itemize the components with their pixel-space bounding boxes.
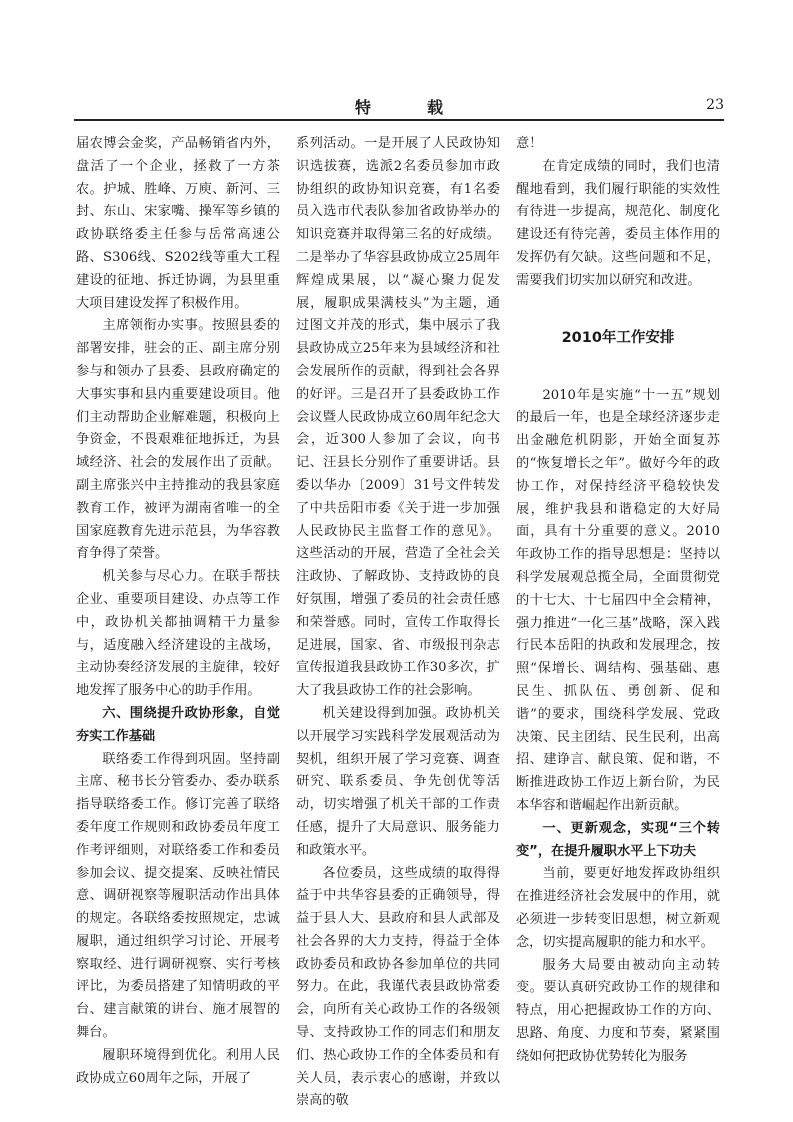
paragraph: 主席领衔办实事。按照县委的部署安排，驻会的正、副主席分别参与和领办了县委、县政府确定的大事实事和县内重要建设项目。他们主动帮助企业解难题，积极向上争资金，不畏艰难征地拆迁，为县域经济、社会的发展作出了贡献。副主席张兴中主持推动的我县家庭教育工作，被评为湖南省唯一的全国家庭教育先进示范县，为华容教育争得了荣誉。 bbox=[76, 318, 280, 562]
paragraph: 联络委工作得到巩固。坚持副主席、秘书长分管委办、委办联系指导联络委工作。修订完善了联络委年度工作规则和政协委员年度工作考评细则，对联络委工作和委员参加会议、提交提案、反映社情民意、调研视察等履职活动作出具体的规定。各联络委按照规定，忠诚履职，通过组织学习讨论、开展考察取经、进行调研视察、实行考核评比，为委员搭建了知情明政的平台、建言献策的讲台、施才展智的舞台。 bbox=[76, 751, 280, 1041]
page-number: 23 bbox=[706, 97, 724, 113]
paragraph: 在肯定成绩的同时，我们也清醒地看到，我们履行职能的实效性有待进一步提高，规范化、制度化建设还有待完善，委员主体作用的发挥仍有欠缺。这些问题和不足，需要我们切实加以研究和改进。 bbox=[516, 158, 720, 288]
text-column-1 bbox=[76, 133, 280, 1090]
paragraph: 意！ bbox=[516, 136, 543, 151]
paragraph: 履职环境得到优化。利用人民政协成立60周年之际，开展了 bbox=[76, 1047, 280, 1086]
paragraph: 当前，要更好地发挥政协组织在推进经济社会发展中的作用，就必须进一步转变旧思想，树立新观念，切实提高履职的能力和水平。 bbox=[516, 866, 720, 950]
paragraph: 届农博会金奖，产品畅销省内外，盘活了一个企业，拯救了一方茶农。护城、胜峰、万庾、新河、三封、东山、宋家嘴、操军等乡镇的政协联络委主任参与岳常高速公路、S306线、S202线等重大工程建设的征地、拆迁协调，为县里重大项目建设发挥了积极作用。 bbox=[76, 136, 280, 311]
paragraph: 2010年是实施“十一五”规划的最后一年，也是全球经济逐步走出金融危机阴影，开始全面复苏的“恢复增长之年”。做好今年的政协工作，对保持经济平稳较快发展，维护我县和谐稳定的大好局面，具有十分重要的意义。2010年政协工作的指导思想是：坚持以科学发展观总揽全局，全面贯彻党的十七大、十七届四中全会精神，强力推进“一化三基”战略，深入践行民本岳阳的执政和发展理念，按照“保增长、调结构、强基础、惠民生、抓队伍、勇创新、促和谐”的要求，围绕科学发展、党政决策、民主团结、民生民利，出高招、建诤言、献良策、促和谐，不断推进政协工作迈上新台阶，为民本华容和谐崛起作出新贡献。 bbox=[516, 387, 720, 813]
section-heading: 一、更新观念，实现“三个转变”，在提升履职水平上下功夫 bbox=[516, 820, 720, 859]
paragraph: 系列活动。一是开展了人民政协知识选拔赛，选派2名委员参加市政协组织的政协知识竞赛，有1名委员入选市代表队参加省政协举办的知识竞赛并取得第三名的好成绩。二是举办了华容县政协成立25周年辉煌成果展，以“凝心聚力促发展，履职成果满枝头”为主题，通过图文并茂的形式，集中展示了我县政协成立25年来为县域经济和社会发展所作的贡献，得到社会各界的好评。三是召开了县委政协工作会议暨人民政协成立60周年纪念大会，近300人参加了会议，向书记、汪县长分别作了重要讲话。县委以华办〔2009〕31号文件转发了中共岳阳市委《关于进一步加强人民政协民主监督工作的意见》。这些活动的开展，营造了全社会关注政协、了解政协、支持政协的良好氛围，增强了委员的社会责任感和荣誉感。同时，宣传工作取得长足进展，国家、省、市级报刊杂志宣传报道我县政协工作30多次，扩大了我县政协工作的社会影响。 bbox=[296, 136, 500, 699]
page-header bbox=[74, 91, 724, 121]
section-heading: 六、围绕提升政协形象，自觉夯实工作基础 bbox=[76, 705, 280, 744]
text-column-2 bbox=[296, 133, 500, 1113]
text-column-3 bbox=[516, 133, 720, 1068]
paragraph: 各位委员，这些成绩的取得得益于中共华容县委的正确领导，得益于县人大、县政府和县人武部及社会各界的大力支持，得益于全体政协委员和政协各参加单位的共同努力。在此，我谨代表县政协常委会，向所有关心政协工作的各级领导、支持政协工作的同志们和朋友们、热心政协工作的全体委员和有关人员，表示衷心的感谢，并致以崇高的敬 bbox=[296, 865, 500, 1109]
paragraph: 机关参与尽心力。在联手帮扶企业、重要项目建设、办点等工作中，政协机关都抽调精干力量参与，适度融入经济建设的主战场，主动协奏经济发展的主旋律，较好地发挥了服务中心的助手作用。 bbox=[76, 569, 280, 699]
section-title: 特 载 bbox=[354, 98, 463, 117]
section-title-2010: 2010年工作安排 bbox=[561, 329, 675, 346]
paragraph: 服务大局要由被动向主动转变。要认真研究政协工作的规律和特点，用心把握政协工作的方向、思路、角度、力度和节奏，紧紧围绕如何把政协优势转化为服务 bbox=[516, 957, 720, 1064]
paragraph: 机关建设得到加强。政协机关以开展学习实践科学发展观活动为契机，组织开展了学习竞赛、调查研究、联系委员、争先创优等活动，切实增强了机关干部的工作责任感，提升了大局意识、服务能力和政策水平。 bbox=[296, 705, 500, 858]
